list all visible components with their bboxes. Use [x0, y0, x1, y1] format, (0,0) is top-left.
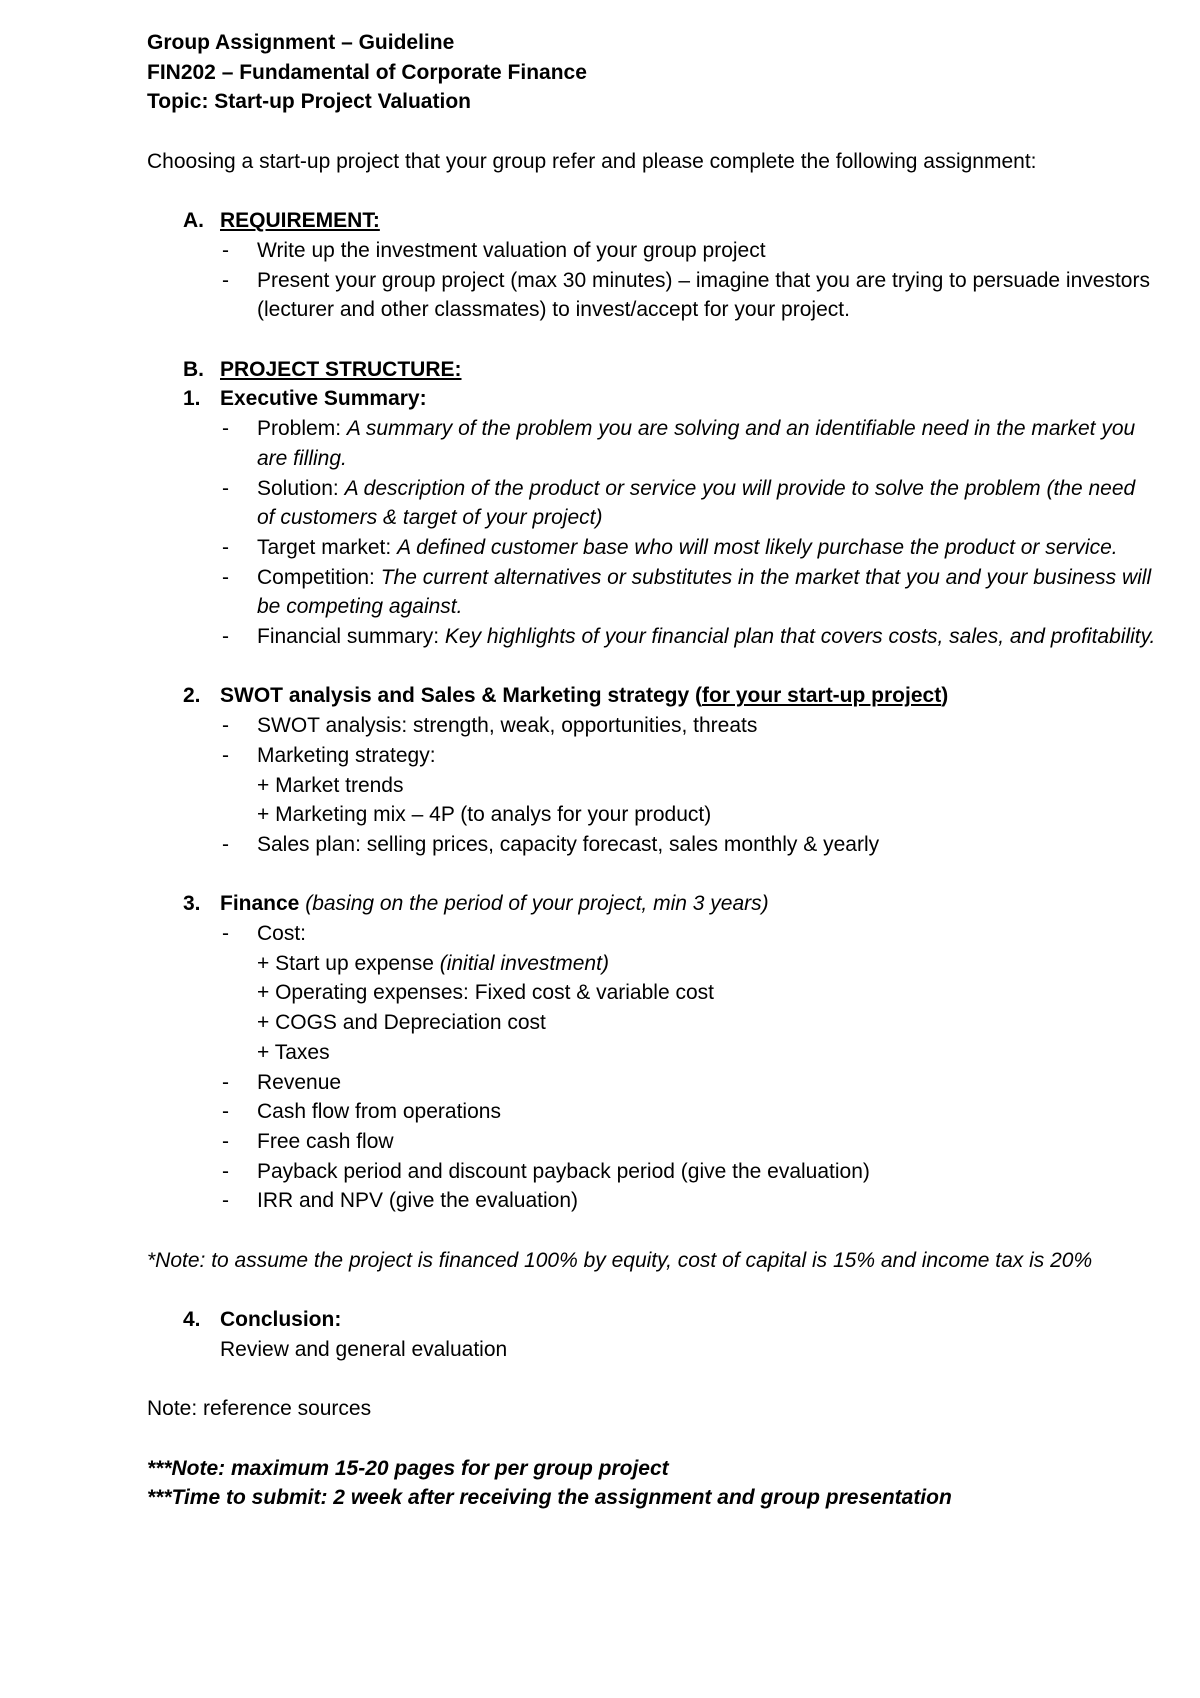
revenue-item: Revenue	[257, 1070, 342, 1094]
dash-bullet: -	[222, 238, 229, 262]
list-item	[147, 1157, 1157, 1187]
section-3-number: 3.	[183, 892, 201, 916]
cost-item: Cost:	[257, 922, 307, 946]
intro-text: Choosing a start-up project that your group refer and please complete the following assignment:	[147, 149, 1037, 173]
dash-bullet: -	[222, 268, 229, 292]
startup-expense-item	[147, 949, 1157, 979]
section-3-subtitle: (basing on the period of your project, min 3 years)	[305, 892, 769, 916]
page-limit-note: ***Note: maximum 15-20 pages for per group project	[147, 1456, 669, 1480]
reference-note: Note: reference sources	[147, 1397, 372, 1421]
dash-bullet: -	[222, 417, 229, 441]
list-item	[147, 414, 1157, 473]
doc-title: Group Assignment – Guideline	[147, 31, 455, 54]
item-description: A defined customer base who will most likely purchase the product or service.	[397, 535, 1118, 559]
item-label: Competition:	[257, 565, 375, 589]
list-item	[147, 919, 1157, 949]
topic-title: Topic: Start-up Project Valuation	[147, 90, 471, 114]
list-item	[147, 1097, 1157, 1127]
swot-item: SWOT analysis: strength, weak, opportunities, threats	[257, 714, 758, 738]
startup-expense-label: + Start up expense	[257, 951, 434, 975]
list-item	[147, 1186, 1157, 1216]
market-trends-item: + Market trends	[257, 773, 404, 797]
list-item	[147, 711, 1157, 741]
item-label: Solution:	[257, 476, 339, 500]
marketing-mix-item: + Marketing mix – 4P (to analys for your product)	[257, 803, 712, 827]
item-description: The current alternatives or substitutes in the market that you and your business will be competing against.	[257, 565, 1152, 619]
list-item	[147, 830, 1157, 860]
section-1-heading	[147, 384, 1157, 414]
dash-bullet: -	[222, 1159, 229, 1183]
item-label: Problem:	[257, 417, 342, 441]
fcf-item: Free cash flow	[257, 1129, 394, 1153]
section-2-number: 2.	[183, 684, 201, 708]
section-2-title-end: )	[941, 684, 949, 708]
section-4-heading	[147, 1305, 1157, 1335]
item-description: A description of the product or service you will provide to solve the problem (the need of customers & target of your project)	[257, 476, 1136, 530]
dash-bullet: -	[222, 714, 229, 738]
dash-bullet: -	[222, 743, 229, 767]
section-2-title: SWOT analysis and Sales & Marketing strategy (	[220, 684, 702, 708]
finance-note: *Note: to assume the project is financed 100% by equity, cost of capital is 15% and income tax is 20%	[147, 1248, 1093, 1272]
list-item	[147, 563, 1157, 622]
cfo-item: Cash flow from operations	[257, 1100, 501, 1124]
sales-plan-item: Sales plan: selling prices, capacity forecast, sales monthly & yearly	[257, 832, 880, 856]
startup-expense-note: (initial investment)	[439, 951, 609, 975]
submission-note: ***Time to submit: 2 week after receiving the assignment and group presentation	[147, 1486, 952, 1510]
item-label: Target market:	[257, 535, 392, 559]
list-item	[147, 266, 1157, 325]
section-4-number: 4.	[183, 1308, 201, 1332]
section-2-heading	[147, 681, 1157, 711]
taxes-item: + Taxes	[257, 1040, 330, 1064]
section-1-number: 1.	[183, 387, 201, 411]
dash-bullet: -	[222, 1189, 229, 1213]
dash-bullet: -	[222, 1100, 229, 1124]
list-item	[147, 474, 1157, 533]
dash-bullet: -	[222, 922, 229, 946]
dash-bullet: -	[222, 625, 229, 649]
document-page	[147, 28, 1157, 1513]
dash-bullet: -	[222, 476, 229, 500]
list-item	[147, 1127, 1157, 1157]
dash-bullet: -	[222, 565, 229, 589]
dash-bullet: -	[222, 1129, 229, 1153]
section-a-title: REQUIREMENT:	[220, 209, 380, 233]
payback-item: Payback period and discount payback period (give the evaluation)	[257, 1159, 870, 1183]
section-b-letter: B.	[183, 357, 204, 381]
marketing-item: Marketing strategy:	[257, 743, 436, 767]
section-a-heading	[147, 206, 1157, 236]
section-a-letter: A.	[183, 209, 204, 233]
requirement-item: Present your group project (max 30 minutes) – imagine that you are trying to persuade investors (lecturer and other classmates) to invest/accept for your project.	[257, 268, 1150, 322]
item-description: Key highlights of your financial plan that covers costs, sales, and profitability.	[444, 625, 1156, 649]
list-item	[147, 622, 1157, 652]
dash-bullet: -	[222, 535, 229, 559]
item-label: Financial summary:	[257, 625, 440, 649]
requirement-item: Write up the investment valuation of your group project	[257, 238, 766, 262]
conclusion-body: Review and general evaluation	[220, 1337, 508, 1361]
list-item	[147, 1068, 1157, 1098]
course-title: FIN202 – Fundamental of Corporate Finance	[147, 60, 587, 84]
section-2-title-underlined: for your start-up project	[702, 684, 942, 708]
section-3-title: Finance	[220, 892, 300, 916]
cogs-item: + COGS and Depreciation cost	[257, 1011, 546, 1035]
irr-npv-item: IRR and NPV (give the evaluation)	[257, 1189, 578, 1213]
section-1-title: Executive Summary:	[220, 387, 427, 411]
opex-item: + Operating expenses: Fixed cost & variable cost	[257, 981, 714, 1005]
section-3-heading	[147, 889, 1157, 919]
section-4-title: Conclusion:	[220, 1308, 342, 1332]
list-item	[147, 533, 1157, 563]
item-description: A summary of the problem you are solving and an identifiable need in the market you are filling.	[257, 417, 1136, 470]
dash-bullet: -	[222, 1070, 229, 1094]
list-item	[147, 741, 1157, 771]
section-b-heading	[147, 355, 1157, 385]
dash-bullet: -	[222, 832, 229, 856]
section-b-title: PROJECT STRUCTURE:	[220, 357, 462, 381]
list-item	[147, 236, 1157, 266]
